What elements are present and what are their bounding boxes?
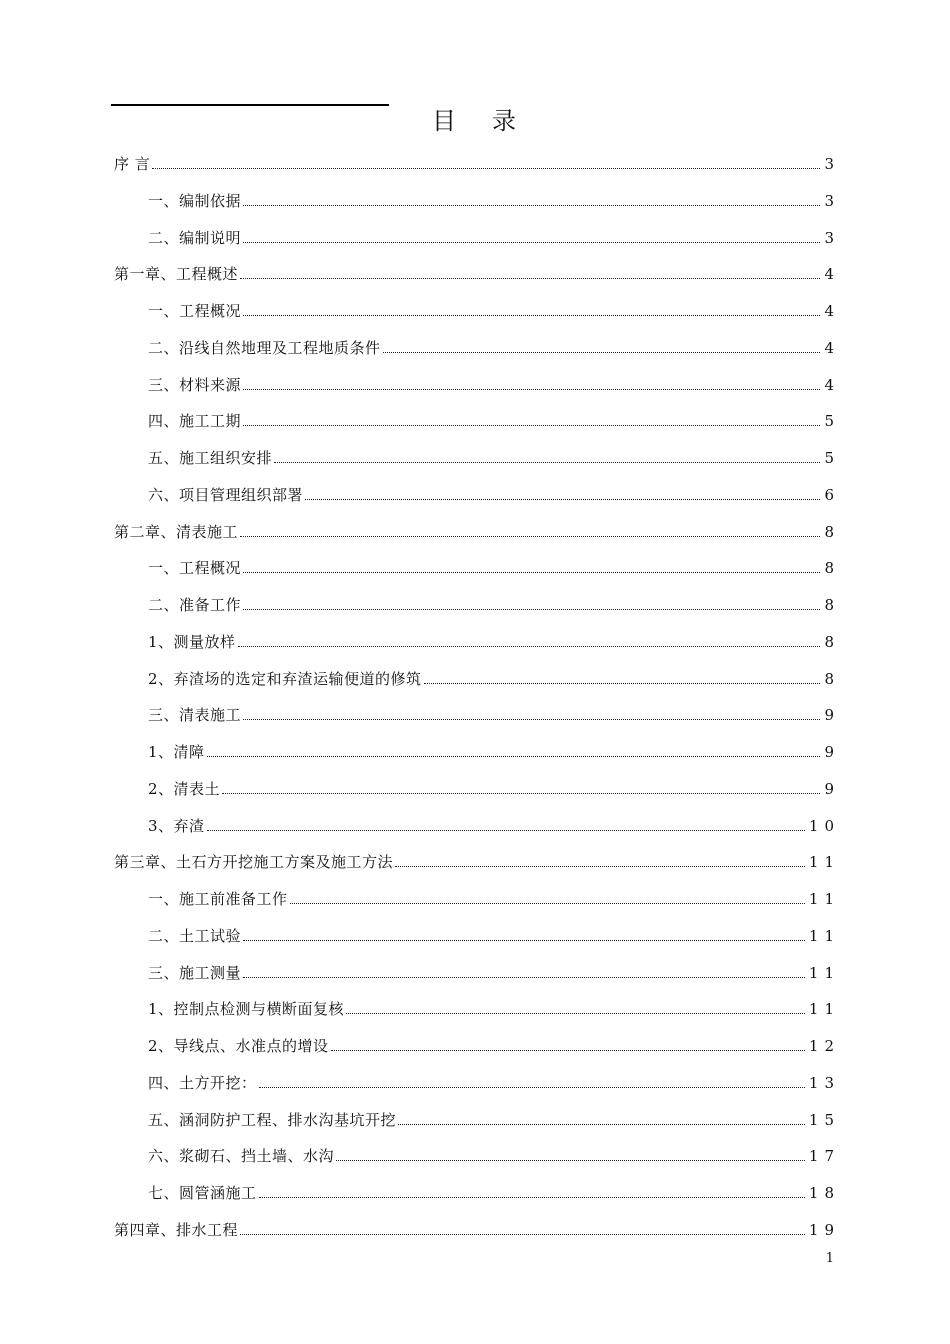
toc-entry-page: 17 <box>808 1147 840 1166</box>
toc-entry[interactable] <box>0 923 840 945</box>
toc-entry-label: 六、浆砌石、挡土墙、水沟 <box>148 1147 335 1166</box>
toc-entry[interactable] <box>0 849 840 872</box>
toc-entry-label: 一、施工前准备工作 <box>148 890 288 908</box>
toc-entry-label: 一、工程概况 <box>148 559 242 578</box>
toc-entry-page: 8 <box>824 596 840 614</box>
toc-entry-label: 三、清表施工 <box>148 706 242 725</box>
toc-leader-dots <box>346 1013 805 1014</box>
toc-leader-dots <box>331 1050 805 1051</box>
toc-entry[interactable] <box>0 225 840 247</box>
toc-leader-dots <box>240 1234 805 1235</box>
toc-entry-label: 二、土工试验 <box>148 926 242 945</box>
toc-entry[interactable] <box>0 1107 840 1129</box>
toc-entry-page: 9 <box>824 779 840 798</box>
toc-entry[interactable] <box>0 1180 840 1202</box>
toc-entry-label: 第一章、工程概述 <box>114 265 239 284</box>
toc-entry[interactable] <box>0 408 840 431</box>
toc-entry[interactable] <box>0 482 840 504</box>
toc-leader-dots <box>207 830 805 831</box>
toc-entry-page: 5 <box>824 449 840 467</box>
toc-entry-page: 6 <box>824 485 840 504</box>
toc-leader-dots <box>395 866 805 867</box>
page-number: 1 <box>825 1251 834 1266</box>
toc-entry-page: 8 <box>824 559 840 578</box>
toc-entry-label: 三、材料来源 <box>148 375 242 394</box>
toc-entry[interactable] <box>0 261 840 284</box>
toc-entry-label: 一、工程概况 <box>148 302 242 320</box>
toc-entry-label: 第三章、土石方开挖施工方案及施工方法 <box>114 853 394 872</box>
toc-entry[interactable] <box>0 445 840 467</box>
toc-leader-dots <box>383 352 821 353</box>
toc-entry-label: 二、准备工作 <box>148 596 242 614</box>
toc-entry-label: 1、清障 <box>148 743 205 761</box>
toc-entry-page: 12 <box>808 1037 840 1055</box>
toc-entry[interactable] <box>0 592 840 614</box>
toc-entry[interactable] <box>0 298 840 320</box>
toc-leader-dots <box>243 205 820 206</box>
toc-entry-page: 4 <box>824 302 840 320</box>
toc-entry[interactable] <box>0 1143 840 1166</box>
toc-entry-label: 一、编制依据 <box>148 191 242 210</box>
toc-entry-page: 10 <box>808 816 840 835</box>
toc-leader-dots <box>243 572 820 573</box>
toc-entry-page: 15 <box>808 1110 840 1129</box>
toc-leader-dots <box>259 1197 805 1198</box>
toc-entry-page: 8 <box>824 522 840 541</box>
toc-entry[interactable] <box>0 555 840 578</box>
toc-entry-label: 2、清表土 <box>148 779 221 798</box>
toc-entry[interactable] <box>0 1070 840 1092</box>
toc-entry[interactable] <box>0 151 840 173</box>
toc-entry-page: 8 <box>824 632 840 651</box>
toc-entry-page: 4 <box>824 375 840 394</box>
toc-entry-page: 9 <box>824 743 840 761</box>
toc-entry[interactable] <box>0 666 840 688</box>
toc-entry[interactable] <box>0 1217 840 1239</box>
toc-entry-label: 第二章、清表施工 <box>114 522 239 541</box>
toc-entry-label: 二、编制说明 <box>148 228 242 247</box>
toc-leader-dots <box>207 756 821 757</box>
toc-entry-label: 五、施工组织安排 <box>148 449 273 467</box>
toc-entry-page: 3 <box>824 228 840 247</box>
toc-entry-label: 第四章、排水工程 <box>114 1220 239 1239</box>
toc-leader-dots <box>290 903 805 904</box>
toc-entry[interactable] <box>0 519 840 541</box>
toc-entry-label: 四、施工工期 <box>148 412 242 431</box>
toc-entry-label: 三、施工测量 <box>148 963 242 982</box>
toc-entry-page: 5 <box>824 412 840 431</box>
toc-entry-page: 11 <box>808 963 840 982</box>
toc-entry[interactable] <box>0 629 840 651</box>
toc-leader-dots <box>243 940 805 941</box>
toc-leader-dots <box>243 977 805 978</box>
toc-entry-page: 11 <box>808 1000 840 1019</box>
toc-entry-label: 序 言 <box>114 155 151 173</box>
toc-leader-dots <box>398 1124 805 1125</box>
toc-entry-label: 3、弃渣 <box>148 816 205 835</box>
toc-leader-dots <box>243 389 820 390</box>
toc-leader-dots <box>305 499 820 500</box>
toc-entry-page: 19 <box>808 1220 840 1239</box>
toc-entry[interactable] <box>0 372 840 394</box>
toc-entry-page: 11 <box>808 926 840 945</box>
toc-entry[interactable] <box>0 776 840 798</box>
toc-entry-label: 1、测量放样 <box>148 632 236 651</box>
toc-leader-dots <box>243 609 820 610</box>
toc-entry-label: 2、弃渣场的选定和弃渣运输便道的修筑 <box>148 669 422 688</box>
toc-leader-dots <box>222 793 820 794</box>
toc-entry[interactable] <box>0 739 840 761</box>
toc-entry-page: 13 <box>808 1073 840 1092</box>
toc-leader-dots <box>243 242 820 243</box>
toc-entry-label: 二、沿线自然地理及工程地质条件 <box>148 338 381 357</box>
toc-leader-dots <box>274 462 820 463</box>
toc-entry-page: 4 <box>824 265 840 284</box>
toc-leader-dots <box>259 1087 805 1088</box>
toc-leader-dots <box>240 536 820 537</box>
toc-entry-label: 1、控制点检测与横断面复核 <box>148 1000 345 1019</box>
toc-entry-page: 4 <box>824 338 840 357</box>
toc-entry-page: 11 <box>808 890 840 908</box>
toc-entry-page: 9 <box>824 706 840 725</box>
toc-entry-label: 五、涵洞防护工程、排水沟基坑开挖 <box>148 1110 397 1129</box>
toc-entry-page: 8 <box>824 669 840 688</box>
toc-leader-dots <box>243 315 820 316</box>
toc-entry[interactable] <box>0 702 840 725</box>
header-rule <box>111 104 389 106</box>
page-title: 目录 <box>432 107 552 135</box>
toc-leader-dots <box>424 683 821 684</box>
toc-leader-dots <box>243 425 820 426</box>
toc-entry-label: 四、土方开挖： <box>148 1073 257 1092</box>
toc-leader-dots <box>152 168 820 169</box>
toc-entry-label: 七、圆管涵施工 <box>148 1184 257 1202</box>
toc-entry[interactable] <box>0 188 840 210</box>
toc-entry[interactable] <box>0 996 840 1019</box>
toc-leader-dots <box>240 278 820 279</box>
toc-entry-page: 18 <box>808 1184 840 1202</box>
toc-entry-page: 3 <box>824 155 840 173</box>
toc-leader-dots <box>336 1160 805 1161</box>
toc-leader-dots <box>238 646 821 647</box>
toc-entry[interactable] <box>0 813 840 835</box>
toc-entry-page: 11 <box>808 853 840 872</box>
toc-entry[interactable] <box>0 960 840 982</box>
toc-entry[interactable] <box>0 1033 840 1055</box>
toc-entry-label: 2、导线点、水准点的增设 <box>148 1037 329 1055</box>
toc-entry-page: 3 <box>824 191 840 210</box>
toc-entry-label: 六、项目管理组织部署 <box>148 485 304 504</box>
toc-entry[interactable] <box>0 335 840 357</box>
toc-leader-dots <box>243 719 820 720</box>
toc-entry[interactable] <box>0 886 840 908</box>
